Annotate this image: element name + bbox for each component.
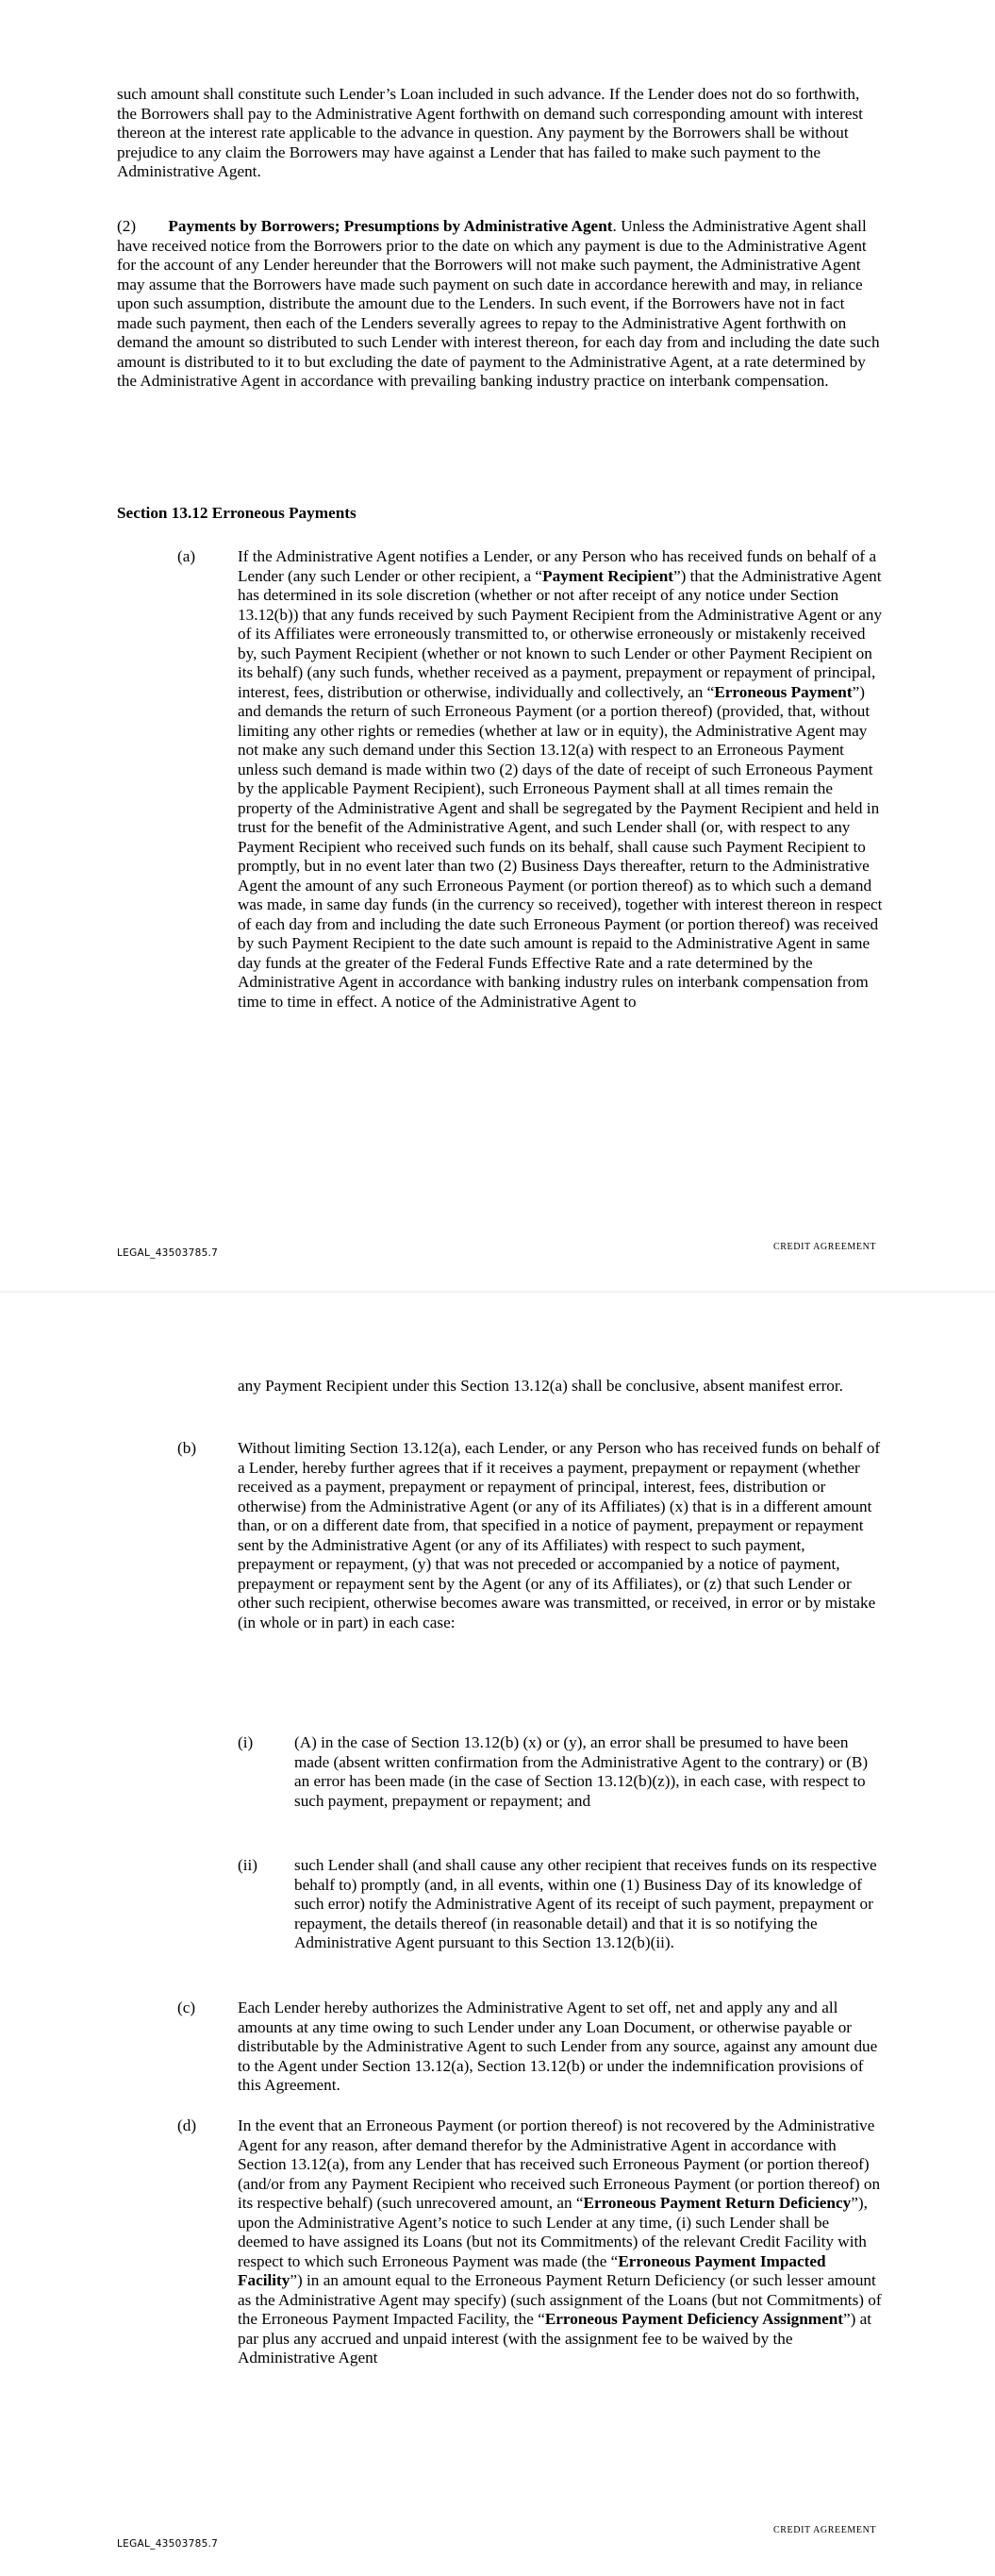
footer-doc-id: LEGAL_43503785.7 [117,2538,219,2550]
paragraph-2-number: (2) [117,217,137,235]
section-heading: Section 13.12 Erroneous Payments [117,504,357,522]
footer-title: CREDIT AGREEMENT [773,2525,877,2535]
clause-a-part-2: ”) that the Administrative Agent has determined in its sole discretion (whether or not after receipt of any notice under Section 13.12(b)) that any funds received by such Payment Recipient from the Administrative Agent or any of its Affiliates were erroneously transmitted to, or otherwise erroneously or mistakenly received by, such Payment Recipient (whether or not known to such Lender or other Payment Recipient on its behalf) (any such funds, whether received as a payment, prepayment or repayment of principal, interest, fees, distribution or otherwise, individually and collectively, an “ [238,566,883,701]
clause-a-text [238,547,883,1012]
clause-b-i-label: (i) [238,1733,254,1751]
defined-term-erroneous-payment: Erroneous Payment [714,682,853,701]
clause-d-label: (d) [177,2116,197,2134]
defined-term-payment-recipient: Payment Recipient [542,566,673,585]
clause-a-part-3: ”) and demands the return of such Erroneous Payment (or a portion thereof) (provided, that, without limiting any other rights or remedies (whether at law or in equity), the Administrative Agent may not make any such demand under this Section 13.12(a) with respect to an Erroneous Payment unless such demand is made within two (2) days of the date of receipt of such Erroneous Payment by the applicable Payment Recipient), such Erroneous Payment shall at all times remain the property of the Administrative Agent and shall be segregated by the Payment Recipient and held in trust for the benefit of the Administrative Agent, and such Lender shall (or, with respect to any Payment Recipient who received such funds on its behalf, shall cause such Payment Recipient to promptly, but in no event later than two (2) Business Days thereafter, return to the Administrative Agent the amount of any such Erroneous Payment (or portion thereof) as to which such a demand was made, in same day funds (in the currency so received), together with interest thereon in respect of each day from and including the date such Erroneous Payment (or portion thereof) was received by such Payment Recipient to the date such amount is repaid to the Administrative Agent in same day funds at the greater of the Federal Funds Effective Rate and a rate determined by the Administrative Agent in accordance with banking industry rules on interbank compensation from time to time in effect. A notice of the Administrative Agent to [238,682,883,1011]
paragraph-2 [117,217,883,392]
continuation-paragraph: such amount shall constitute such Lender’s Loan included in such advance. If the Lender does not do so forthwith, the Borrowers shall pay to the Administrative Agent forthwith on demand such corresponding amount with interest thereon at the interest rate applicable to the advance in question. Any payment by the Borrowers shall be without prejudice to any claim the Borrowers may have against a Lender that has failed to make such payment to the Administrative Agent. [117,85,863,180]
clause-a-part-1: If the Administrative Agent notifies a Lender, or any Person who has received funds on behalf of a Lender (any such Lender or other recipient, a “ [238,547,877,585]
defined-term-deficiency-assignment: Erroneous Payment Deficiency Assignment [544,2310,844,2328]
clause-d-part-3: ”) in an amount equal to the Erroneous Payment Return Deficiency (or such lesser amount as the Administrative Agent may specify) (such assignment of the Loans (but not Commitments) of the Erroneous Payment Impacted Facility, the “ [238,2271,882,2328]
document-page-2 [0,1293,995,2576]
clause-b-ii-label: (ii) [238,1856,257,1874]
clause-c-text: Each Lender hereby authorizes the Administrative Agent to set off, net and apply any and all amounts at any time owing to such Lender under any Loan Document, or otherwise payable or distributable by the Administrative Agent to such Lender from any source, against any amount due to the Agent under Section 13.12(a), Section 13.12(b) or under the indemnification provisions of this Agreement. [238,1999,878,2094]
clause-d-part-2: ”), upon the Administrative Agent’s notice to such Lender at any time, (i) such Lender shall be deemed to have assigned its Loans (but not its Commitments) of the relevant Credit Facility with respect to which such Erroneous Payment was made (the “ [238,2194,868,2270]
paragraph-2-title: Payments by Borrowers; Presumptions by Administrative Agent [168,217,613,235]
footer-title: CREDIT AGREEMENT [773,1242,877,1252]
defined-term-return-deficiency: Erroneous Payment Return Deficiency [583,2194,852,2212]
clause-b-ii-text: such Lender shall (and shall cause any other recipient that receives funds on its respective behalf to) promptly (and, in all events, within one (1) Business Day of its knowledge of such error) notify the Administrative Agent of its receipt of such payment, prepayment or repayment, the details thereof (in reasonable detail) and that it is so notifying the Administrative Agent pursuant to this Section 13.12(b)(ii). [294,1856,877,1951]
clause-b-text: Without limiting Section 13.12(a), each Lender, or any Person who has received funds on behalf of a Lender, hereby further agrees that if it receives a payment, prepayment or repayment (whether received as a payment, prepayment or repayment of principal, interest, fees, distribution or otherwise) from the Administrative Agent (or any of its Affiliates) (x) that is in a different amount than, or on a different date from, that specified in a notice of payment, prepayment or repayment sent by the Administrative Agent (or any of its Affiliates) with respect to such payment, prepayment or repayment, (y) that was not preceded or accompanied by a notice of payment, prepayment or repayment sent by the Agent (or any of its Affiliates), or (z) that such Lender or other such recipient, otherwise becomes aware was transmitted, or received, in error or by mistake (in whole or in part) in each case: [238,1439,881,1631]
defined-term-impacted-facility: Erroneous Payment Impacted Facility [238,2251,826,2289]
clause-b-i-text: (A) in the case of Section 13.12(b) (x) or (y), an error shall be presumed to have been made (absent written confirmation from the Administrative Agent to the contrary) or (B) an error has been made (in the case of Section 13.12(b)(z)), in each case, with respect to such payment, prepayment or repayment; and [294,1733,869,1810]
clause-d-part-4: ”) at par plus any accrued and unpaid interest (with the assignment fee to be waived by the Administrative Agent [238,2310,872,2367]
paragraph-2-body: . Unless the Administrative Agent shall have received notice from the Borrowers prior to the date on which any payment is due to the Administrative Agent for the account of any Lender hereunder that the Borrowers will not make such payment, the Administrative Agent may assume that the Borrowers have made such payment on such date in accordance herewith and may, in reliance upon such assumption, distribute the amount due to the Lenders. In such event, if the Borrowers have not in fact made such payment, then each of the Lenders severally agrees to repay to the Administrative Agent forthwith on demand the amount so distributed to such Lender with interest thereon, for each day from and including the date such amount is distributed to it to but excluding the date of payment to the Administrative Agent, at a rate determined by the Administrative Agent in accordance with prevailing banking industry practice on interbank compensation. [117,217,880,390]
clause-a-label: (a) [177,547,196,565]
footer-doc-id: LEGAL_43503785.7 [117,1247,219,1259]
clause-d-part-1: In the event that an Erroneous Payment (or portion thereof) is not recovered by the Administrative Agent for any reason, after demand therefor by the Administrative Agent in accordance with Section 13.12(a), from any Lender that has received such Erroneous Payment (or portion thereof) (and/or from any Payment Recipient who received such Erroneous Payment (or portion thereof) on its respective behalf) (such unrecovered amount, an “ [238,2116,881,2212]
clause-a-continuation: any Payment Recipient under this Section 13.12(a) shall be conclusive, absent manifest error. [238,1377,843,1395]
clause-d-text [238,2116,883,2368]
clause-b-label: (b) [177,1439,197,1457]
clause-c-label: (c) [177,1999,196,2016]
